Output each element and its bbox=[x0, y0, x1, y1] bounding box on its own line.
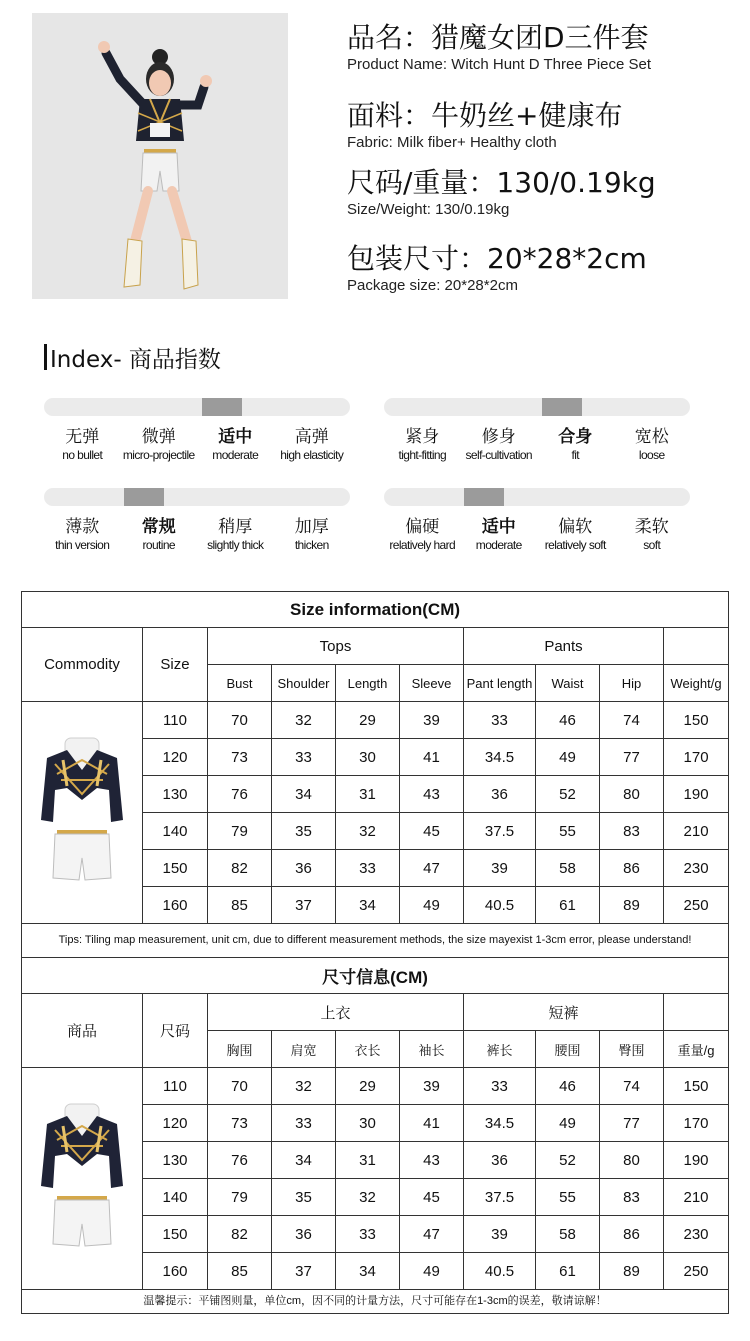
col-header: Length bbox=[336, 665, 400, 702]
value-cell: 32 bbox=[336, 813, 400, 850]
value-cell: 34.5 bbox=[464, 739, 536, 776]
value-cell: 52 bbox=[536, 776, 600, 813]
col-header: 肩宽 bbox=[272, 1031, 336, 1068]
value-cell: 43 bbox=[400, 776, 464, 813]
col-header: Waist bbox=[536, 665, 600, 702]
value-cell: 150 bbox=[664, 702, 729, 739]
product-name bbox=[347, 22, 651, 74]
size-cell: 120 bbox=[143, 739, 208, 776]
value-cell: 250 bbox=[664, 1253, 729, 1290]
scale-label bbox=[44, 517, 121, 553]
col-header: Bust bbox=[208, 665, 272, 702]
scale-label-cn: 稍厚 bbox=[218, 517, 253, 537]
value-cell: 79 bbox=[208, 1179, 272, 1216]
value-cell: 47 bbox=[400, 1216, 464, 1253]
value-cell: 40.5 bbox=[464, 1253, 536, 1290]
scale-label-en: thin version bbox=[55, 538, 110, 552]
size-header: Size bbox=[143, 628, 208, 702]
value-cell: 49 bbox=[536, 1105, 600, 1142]
scale-track bbox=[384, 398, 690, 416]
product-size-weight bbox=[347, 167, 656, 219]
scale-label-en: fit bbox=[571, 448, 580, 462]
scale-track bbox=[384, 488, 690, 506]
value-cell: 45 bbox=[400, 1179, 464, 1216]
value-cell: 80 bbox=[600, 776, 664, 813]
scale-label bbox=[274, 517, 351, 553]
value-cell: 86 bbox=[600, 1216, 664, 1253]
size-cell: 160 bbox=[143, 887, 208, 924]
value-cell: 43 bbox=[400, 1142, 464, 1179]
size-cell: 140 bbox=[143, 813, 208, 850]
value-cell: 34 bbox=[336, 887, 400, 924]
scale-label-en: self-cultivation bbox=[465, 448, 532, 462]
scale-label bbox=[384, 427, 461, 463]
value-cell: 33 bbox=[464, 1068, 536, 1105]
commodity-image-cell bbox=[22, 702, 143, 924]
col-header: Pant length bbox=[464, 665, 536, 702]
value-cell: 37 bbox=[272, 887, 336, 924]
scale-label bbox=[537, 517, 614, 553]
package-en: Package size: 20*28*2cm bbox=[347, 277, 518, 294]
value-cell: 40.5 bbox=[464, 887, 536, 924]
value-cell: 33 bbox=[272, 739, 336, 776]
value-cell: 70 bbox=[208, 702, 272, 739]
value-cell: 34 bbox=[336, 1253, 400, 1290]
value-cell: 170 bbox=[664, 1105, 729, 1142]
garment-image bbox=[27, 1096, 137, 1256]
value-cell: 31 bbox=[336, 776, 400, 813]
scale-label-cn: 修身 bbox=[481, 427, 516, 447]
value-cell: 49 bbox=[400, 1253, 464, 1290]
size-cell: 120 bbox=[143, 1105, 208, 1142]
scale-label-cn: 柔软 bbox=[634, 517, 669, 537]
product-fabric bbox=[347, 100, 622, 152]
tops-header: Tops bbox=[208, 628, 464, 665]
index-title bbox=[44, 344, 221, 373]
value-cell: 74 bbox=[600, 1068, 664, 1105]
scale-marker bbox=[542, 398, 582, 416]
value-cell: 89 bbox=[600, 1253, 664, 1290]
value-cell: 89 bbox=[600, 887, 664, 924]
tips-text: Tips: Tiling map measurement, unit cm, due to different measurement methods, the size mayexist 1-3cm error, please understand! bbox=[22, 924, 729, 958]
scale-label-cn: 薄款 bbox=[65, 517, 100, 537]
value-cell: 41 bbox=[400, 1105, 464, 1142]
value-cell: 74 bbox=[600, 702, 664, 739]
scale-label-en: moderate bbox=[212, 448, 259, 462]
value-cell: 210 bbox=[664, 1179, 729, 1216]
fabric-en: Fabric: Milk fiber+ Healthy cloth bbox=[347, 134, 557, 151]
product-package bbox=[347, 243, 647, 295]
value-cell: 31 bbox=[336, 1142, 400, 1179]
scale-label bbox=[121, 427, 198, 463]
scale-label-cn: 偏硬 bbox=[405, 517, 440, 537]
commodity-header: Commodity bbox=[22, 628, 143, 702]
value-cell: 36 bbox=[272, 1216, 336, 1253]
size-cell: 110 bbox=[143, 702, 208, 739]
scale-label-en: loose bbox=[638, 448, 665, 462]
value-cell: 36 bbox=[464, 776, 536, 813]
scale-fit bbox=[384, 398, 690, 463]
value-cell: 32 bbox=[272, 1068, 336, 1105]
scale-label-en: thicken bbox=[294, 538, 329, 552]
value-cell: 76 bbox=[208, 1142, 272, 1179]
scale-label-cn: 适中 bbox=[481, 517, 516, 537]
scale-label-cn: 合身 bbox=[558, 427, 593, 447]
scale-label bbox=[384, 517, 461, 553]
size-cell: 130 bbox=[143, 1142, 208, 1179]
col-header: 袖长 bbox=[400, 1031, 464, 1068]
size-table-en bbox=[21, 591, 729, 958]
scale-label-cn: 无弹 bbox=[65, 427, 100, 447]
scale-label-en: tight-fitting bbox=[398, 448, 447, 462]
scale-label-cn: 加厚 bbox=[294, 517, 329, 537]
scale-label bbox=[197, 427, 274, 463]
value-cell: 36 bbox=[464, 1142, 536, 1179]
value-cell: 32 bbox=[336, 1179, 400, 1216]
scale-label-cn: 紧身 bbox=[405, 427, 440, 447]
scale-label-cn: 高弹 bbox=[294, 427, 329, 447]
title-bar bbox=[44, 344, 47, 370]
value-cell: 80 bbox=[600, 1142, 664, 1179]
value-cell: 45 bbox=[400, 813, 464, 850]
value-cell: 73 bbox=[208, 1105, 272, 1142]
size-cell: 160 bbox=[143, 1253, 208, 1290]
pants-header: 短裤 bbox=[464, 994, 664, 1031]
value-cell: 37.5 bbox=[464, 813, 536, 850]
garment-image bbox=[27, 730, 137, 890]
scale-label-en: no bullet bbox=[62, 448, 103, 462]
scale-track bbox=[44, 488, 350, 506]
value-cell: 83 bbox=[600, 813, 664, 850]
col-header: Shoulder bbox=[272, 665, 336, 702]
scale-label bbox=[461, 427, 538, 463]
size-cell: 150 bbox=[143, 1216, 208, 1253]
value-cell: 39 bbox=[464, 850, 536, 887]
value-cell: 33 bbox=[336, 1216, 400, 1253]
value-cell: 61 bbox=[536, 887, 600, 924]
value-cell: 83 bbox=[600, 1179, 664, 1216]
value-cell: 47 bbox=[400, 850, 464, 887]
scale-label-cn: 常规 bbox=[141, 517, 176, 537]
pants-header: Pants bbox=[464, 628, 664, 665]
scale-label-en: high elasticity bbox=[280, 448, 344, 462]
value-cell: 77 bbox=[600, 1105, 664, 1142]
scale-thickness bbox=[44, 488, 350, 553]
value-cell: 82 bbox=[208, 850, 272, 887]
size-weight-cn: 尺码/重量：130/0.19kg bbox=[347, 166, 656, 199]
col-header: Hip bbox=[600, 665, 664, 702]
col-header: 衣长 bbox=[336, 1031, 400, 1068]
size-cell: 150 bbox=[143, 850, 208, 887]
value-cell: 73 bbox=[208, 739, 272, 776]
value-cell: 79 bbox=[208, 813, 272, 850]
scale-label bbox=[121, 517, 198, 553]
value-cell: 85 bbox=[208, 887, 272, 924]
size-header: 尺码 bbox=[143, 994, 208, 1068]
value-cell: 30 bbox=[336, 739, 400, 776]
table-row bbox=[22, 1068, 729, 1105]
scale-label bbox=[614, 517, 691, 553]
value-cell: 34 bbox=[272, 776, 336, 813]
value-cell: 76 bbox=[208, 776, 272, 813]
scale-label bbox=[614, 427, 691, 463]
value-cell: 36 bbox=[272, 850, 336, 887]
value-cell: 39 bbox=[400, 702, 464, 739]
value-cell: 82 bbox=[208, 1216, 272, 1253]
value-cell: 86 bbox=[600, 850, 664, 887]
scale-label-cn: 偏软 bbox=[558, 517, 593, 537]
scale-label bbox=[274, 427, 351, 463]
table-row bbox=[22, 702, 729, 739]
table-title: 尺寸信息(CM) bbox=[22, 958, 729, 994]
value-cell: 34 bbox=[272, 1142, 336, 1179]
value-cell: 32 bbox=[272, 702, 336, 739]
col-header: 胸围 bbox=[208, 1031, 272, 1068]
col-header: 臀围 bbox=[600, 1031, 664, 1068]
product-photo bbox=[32, 13, 288, 299]
scale-softness bbox=[384, 488, 690, 553]
value-cell: 35 bbox=[272, 1179, 336, 1216]
value-cell: 70 bbox=[208, 1068, 272, 1105]
commodity-header: 商品 bbox=[22, 994, 143, 1068]
scale-label-en: moderate bbox=[475, 538, 522, 552]
value-cell: 49 bbox=[400, 887, 464, 924]
value-cell: 210 bbox=[664, 813, 729, 850]
size-cell: 140 bbox=[143, 1179, 208, 1216]
product-name-cn: 品名：猎魔女团D三件套 bbox=[347, 21, 649, 54]
size-cell: 130 bbox=[143, 776, 208, 813]
scale-label-cn: 宽松 bbox=[634, 427, 669, 447]
index-title-text: Index- 商品指数 bbox=[50, 346, 221, 373]
scale-label bbox=[461, 517, 538, 553]
col-header: 腰围 bbox=[536, 1031, 600, 1068]
scale-label bbox=[197, 517, 274, 553]
value-cell: 29 bbox=[336, 1068, 400, 1105]
table-title: Size information(CM) bbox=[22, 592, 729, 628]
value-cell: 33 bbox=[272, 1105, 336, 1142]
value-cell: 37.5 bbox=[464, 1179, 536, 1216]
scale-marker bbox=[202, 398, 242, 416]
value-cell: 190 bbox=[664, 1142, 729, 1179]
value-cell: 33 bbox=[464, 702, 536, 739]
size-cell: 110 bbox=[143, 1068, 208, 1105]
col-header: Sleeve bbox=[400, 665, 464, 702]
col-header: Weight/g bbox=[664, 665, 729, 702]
product-name-en: Product Name: Witch Hunt D Three Piece Set bbox=[347, 56, 652, 73]
scale-marker bbox=[464, 488, 504, 506]
scale-label-en: relatively hard bbox=[389, 538, 456, 552]
scale-track bbox=[44, 398, 350, 416]
scale-marker bbox=[124, 488, 164, 506]
value-cell: 35 bbox=[272, 813, 336, 850]
value-cell: 170 bbox=[664, 739, 729, 776]
value-cell: 37 bbox=[272, 1253, 336, 1290]
value-cell: 30 bbox=[336, 1105, 400, 1142]
fabric-cn: 面料：牛奶丝+健康布 bbox=[347, 99, 623, 132]
value-cell: 46 bbox=[536, 1068, 600, 1105]
scale-label-en: slightly thick bbox=[207, 538, 264, 552]
value-cell: 58 bbox=[536, 850, 600, 887]
commodity-image-cell bbox=[22, 1068, 143, 1290]
col-header: 裤长 bbox=[464, 1031, 536, 1068]
scale-label bbox=[537, 427, 614, 463]
scale-label bbox=[44, 427, 121, 463]
package-cn: 包装尺寸：20*28*2cm bbox=[347, 242, 647, 275]
scale-label-cn: 微弹 bbox=[141, 427, 176, 447]
scale-elasticity bbox=[44, 398, 350, 463]
value-cell: 61 bbox=[536, 1253, 600, 1290]
tops-header: 上衣 bbox=[208, 994, 464, 1031]
scale-label-en: routine bbox=[142, 538, 175, 552]
size-table-cn bbox=[21, 957, 729, 1314]
scale-label-en: soft bbox=[643, 538, 661, 552]
value-cell: 49 bbox=[536, 739, 600, 776]
scale-label-en: relatively soft bbox=[544, 538, 606, 552]
value-cell: 250 bbox=[664, 887, 729, 924]
scale-label-en: micro-projectile bbox=[122, 448, 195, 462]
value-cell: 85 bbox=[208, 1253, 272, 1290]
value-cell: 33 bbox=[336, 850, 400, 887]
size-weight-en: Size/Weight: 130/0.19kg bbox=[347, 201, 510, 218]
value-cell: 150 bbox=[664, 1068, 729, 1105]
value-cell: 39 bbox=[400, 1068, 464, 1105]
value-cell: 58 bbox=[536, 1216, 600, 1253]
col-header: 重量/g bbox=[664, 1031, 729, 1068]
value-cell: 34.5 bbox=[464, 1105, 536, 1142]
value-cell: 41 bbox=[400, 739, 464, 776]
value-cell: 29 bbox=[336, 702, 400, 739]
scale-label-cn: 适中 bbox=[218, 427, 253, 447]
value-cell: 230 bbox=[664, 1216, 729, 1253]
value-cell: 39 bbox=[464, 1216, 536, 1253]
value-cell: 77 bbox=[600, 739, 664, 776]
value-cell: 230 bbox=[664, 850, 729, 887]
empty-header-cell bbox=[664, 994, 729, 1031]
value-cell: 190 bbox=[664, 776, 729, 813]
value-cell: 55 bbox=[536, 1179, 600, 1216]
tips-text: 温馨提示：平铺图则量，单位cm，因不同的计量方法，尺寸可能存在1-3cm的误差，敬请谅解！ bbox=[22, 1290, 729, 1314]
value-cell: 52 bbox=[536, 1142, 600, 1179]
empty-header-cell bbox=[664, 628, 729, 665]
value-cell: 46 bbox=[536, 702, 600, 739]
value-cell: 55 bbox=[536, 813, 600, 850]
